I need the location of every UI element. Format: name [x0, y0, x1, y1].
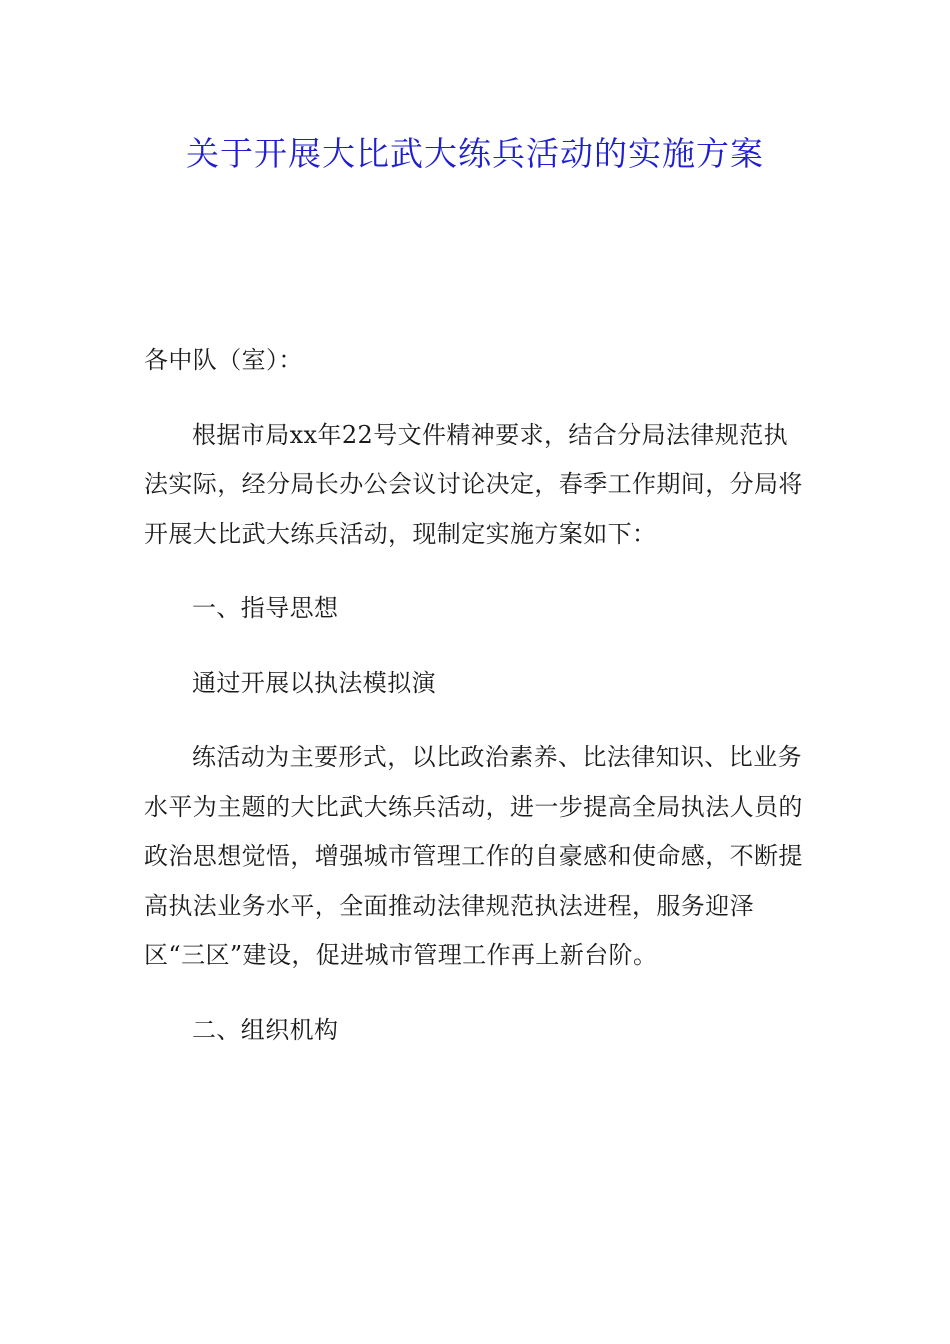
paragraph-guiding-ideology: 练活动为主要形式，以比政治素养、比法律知识、比业务水平为主题的大比武大练兵活动，进一步提高全局执法人员的政治思想觉悟，增强城市管理工作的自豪感和使命感，不断提高执法业务水平，全面推动法律规范执法进程，服务迎泽区“三区”建设，促进城市管理工作再上新台阶。 [144, 743, 803, 969]
document-title: 关于开展大比武大练兵活动的实施方案 [186, 134, 764, 173]
paragraph-spacer [144, 981, 808, 1006]
section-heading-organization: 二、组织机构 [192, 1015, 339, 1044]
paragraph-spacer [144, 559, 808, 584]
section-heading-guiding-ideology: 一、指导思想 [192, 594, 339, 622]
paragraph-spacer [144, 708, 808, 733]
paragraph-spacer [144, 386, 808, 411]
document-body [144, 336, 808, 1055]
salutation: 各中队（室）： [144, 346, 303, 374]
paragraph-fragment: 通过开展以执法模拟演 [192, 668, 436, 697]
paragraph-spacer [144, 634, 808, 659]
paragraph-intro: 根据市局xx年22号文件精神要求，结合分局法律规范执法实际，经分局长办公会议讨论决定，春季工作期间，分局将开展大比武大练兵活动，现制定实施方案如下： [144, 420, 803, 548]
